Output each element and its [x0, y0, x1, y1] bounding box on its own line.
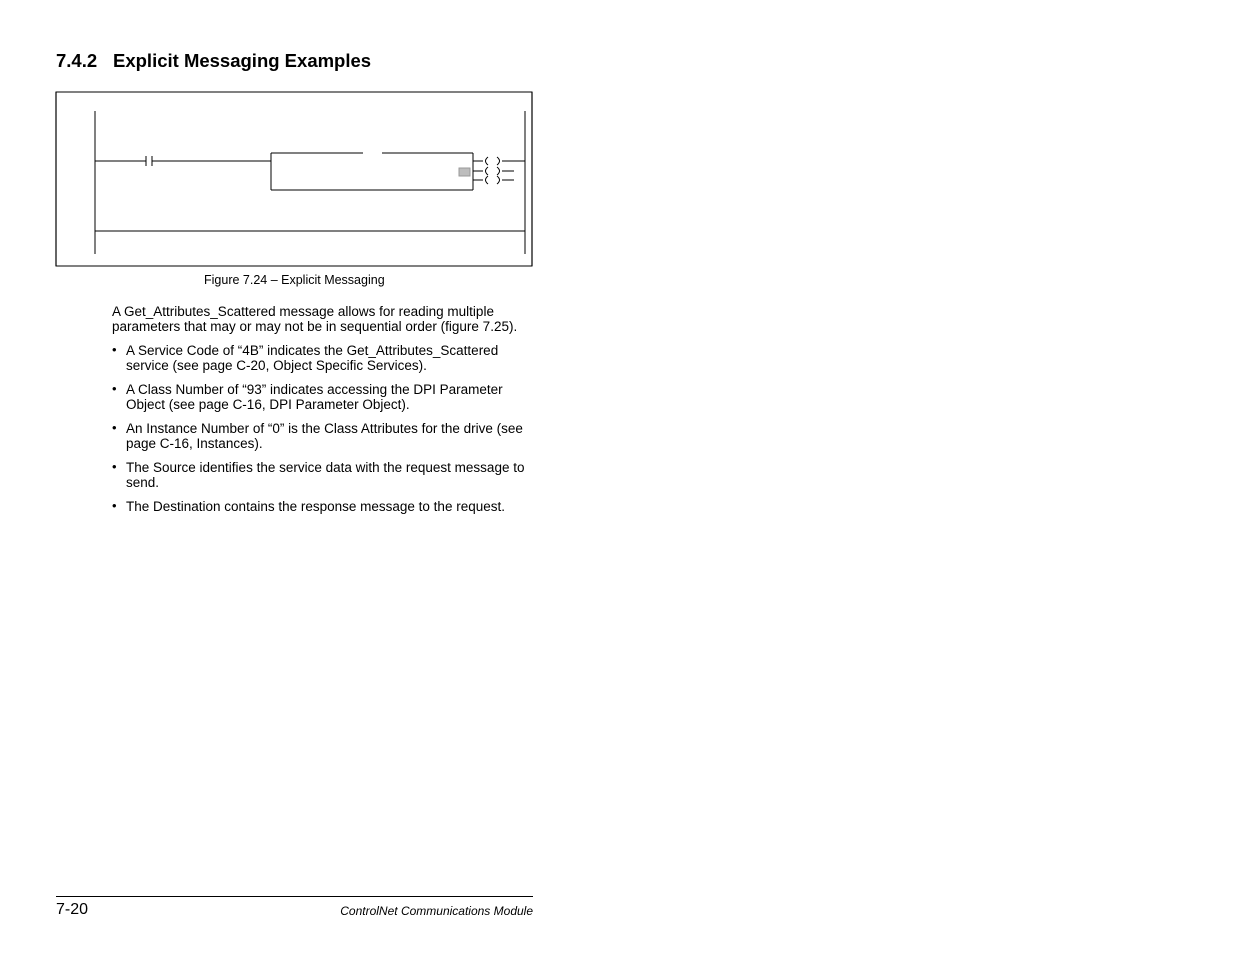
bullet-icon: • — [112, 420, 117, 435]
output-bits — [473, 157, 525, 184]
ladder-logic-figure — [55, 91, 533, 267]
list-item-text: A Service Code of “4B” indicates the Get_Attributes_Scattered service (see page C-20, Object Specific Services). — [126, 343, 499, 373]
list-item-text: An Instance Number of “0” is the Class Attributes for the drive (see page C-16, Instances). — [126, 421, 523, 451]
list-item — [112, 343, 542, 373]
section-title: Explicit Messaging Examples — [113, 50, 372, 71]
list-item-text: The Destination contains the response message to the request. — [126, 499, 505, 514]
bullet-icon: • — [112, 498, 117, 513]
bullet-icon: • — [112, 342, 117, 357]
figure-frame-bottom — [56, 257, 532, 266]
msg-instruction-block — [271, 153, 473, 190]
bullet-icon: • — [112, 381, 117, 396]
intro-paragraph: A Get_Attributes_Scattered message allows for reading multiple parameters that may or may not be in sequential order (figure 7.25). — [112, 304, 518, 334]
list-item — [112, 421, 542, 451]
page-number: 7-20 — [56, 901, 89, 918]
bullet-icon: • — [112, 459, 117, 474]
section-heading — [56, 50, 371, 72]
list-item — [112, 499, 542, 514]
section-number: 7.4.2 — [56, 50, 98, 71]
figure-caption: Figure 7.24 – Explicit Messaging — [204, 273, 385, 287]
figure-frame-top — [56, 92, 532, 101]
list-item — [112, 460, 542, 490]
list-item-text: A Class Number of “93” indicates accessing the DPI Parameter Object (see page C-16, DPI Parameter Object). — [126, 382, 503, 412]
document-title: ControlNet Communications Module — [340, 904, 533, 918]
list-item-text: The Source identifies the service data with the request message to send. — [126, 460, 525, 490]
footer-divider — [56, 896, 533, 897]
list-item — [112, 382, 542, 412]
bullet-list — [112, 343, 542, 523]
setup-button — [459, 168, 470, 176]
examine-if-closed-contact — [141, 156, 154, 166]
